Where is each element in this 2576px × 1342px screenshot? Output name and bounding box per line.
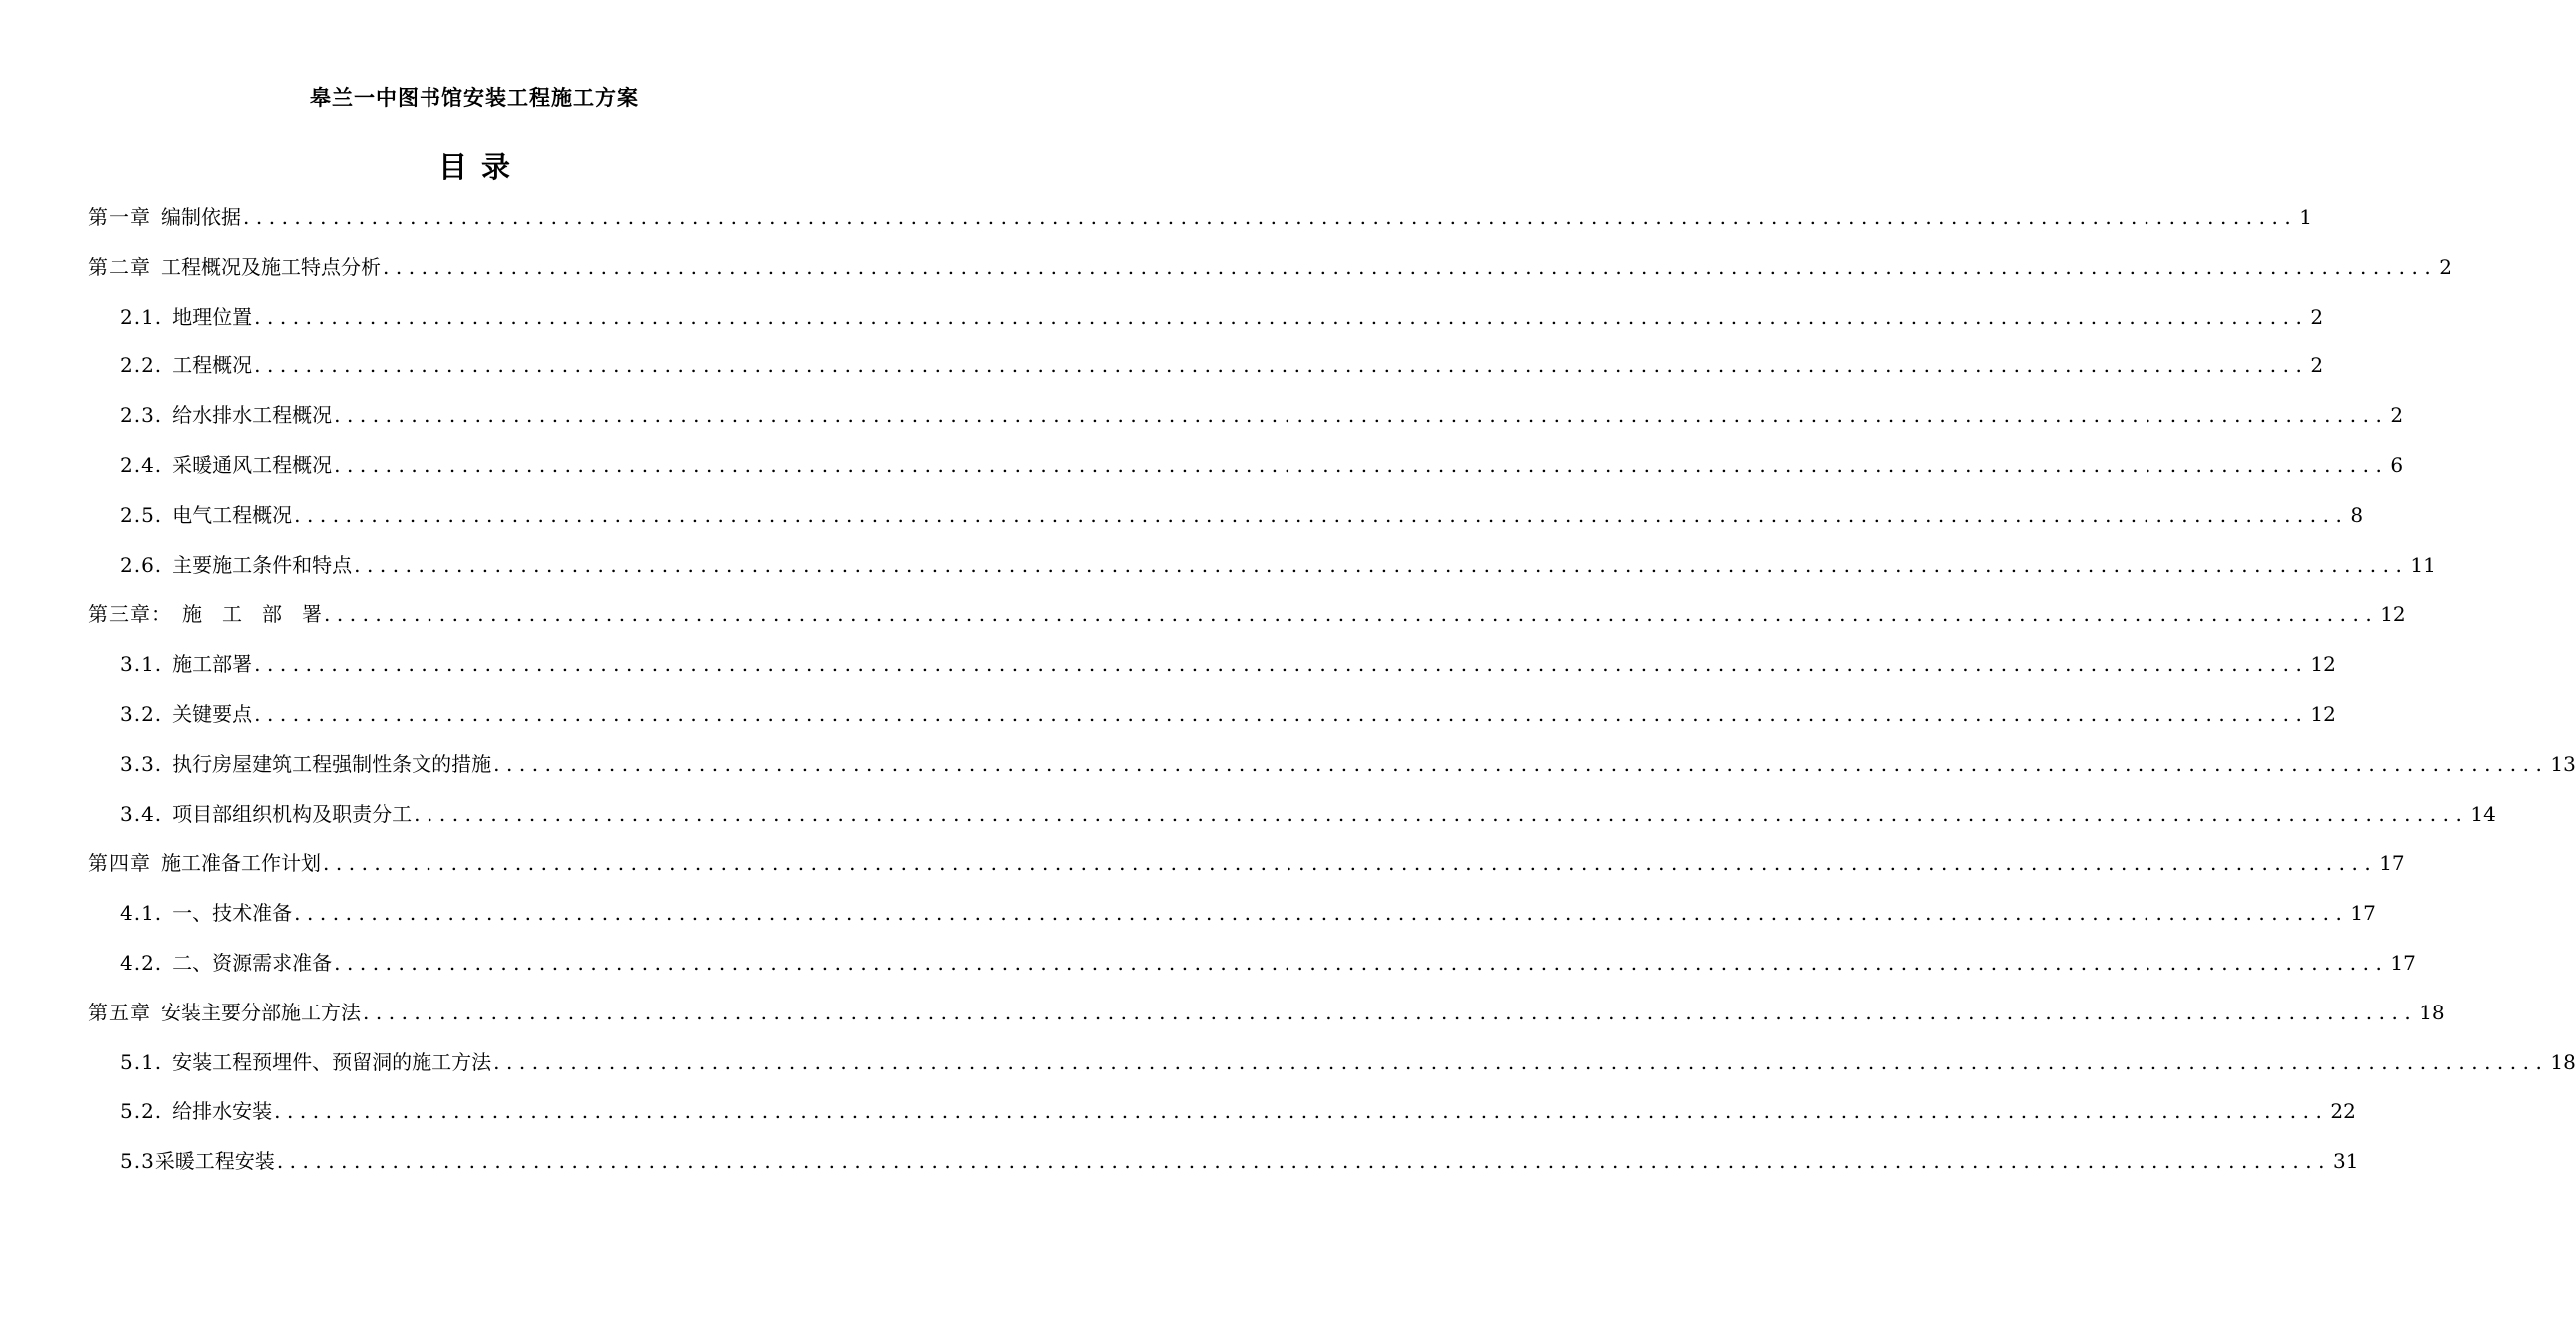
toc-entry-number: 3.3. <box>120 752 163 776</box>
toc-entry-title: 二、资源需求准备 <box>172 951 333 975</box>
toc-entry[interactable] <box>120 1148 2359 1174</box>
toc-page-number: 14 <box>2470 802 2496 826</box>
toc-page-number: 12 <box>2310 702 2336 726</box>
toc-page-number: 12 <box>2380 602 2406 626</box>
toc-page-number: 12 <box>2310 652 2336 676</box>
toc-leader-dots: ................................................................................................................................................................ <box>254 702 2309 726</box>
toc-entry-title: 项目部组织机构及职责分工 <box>172 802 413 826</box>
toc-leader-dots: ................................................................................................................................................................ <box>493 1050 2549 1074</box>
toc-leader-dots: ................................................................................................................................................................ <box>274 1099 2329 1123</box>
toc-entry-number: 5.1. <box>120 1050 163 1074</box>
toc-entry-title: 编制依据 <box>161 205 241 229</box>
toc-leader-dots: ................................................................................................................................................................ <box>324 602 2379 626</box>
toc-leader-dots: ................................................................................................................................................................ <box>334 403 2389 427</box>
toc-leader-dots: ................................................................................................................................................................ <box>493 752 2549 776</box>
toc-page-number: 11 <box>2410 553 2436 577</box>
toc-entry[interactable] <box>120 900 2376 926</box>
toc-entry-title: 工程概况及施工特点分析 <box>161 255 381 279</box>
toc-entry-number: 2.4. <box>120 453 163 477</box>
toc-entry-title: 电气工程概况 <box>172 503 293 527</box>
toc-leader-dots: ................................................................................................................................................................ <box>323 851 2378 875</box>
toc-entry-number: 2.1. <box>120 305 163 329</box>
toc-leader-dots: ................................................................................................................................................................ <box>383 255 2438 279</box>
toc-heading: 目录 <box>437 150 524 184</box>
toc-entry-number: 5.3 <box>120 1149 155 1173</box>
toc-entry[interactable] <box>120 352 2324 378</box>
toc-page-number: 18 <box>2550 1050 2576 1074</box>
toc-entry[interactable] <box>120 502 2364 528</box>
toc-page-number: 2 <box>2390 403 2404 427</box>
toc-leader-dots: ................................................................................................................................................................ <box>254 652 2309 676</box>
toc-entry-number: 2.6. <box>120 553 163 577</box>
toc-entry-number: 第三章： <box>88 602 172 626</box>
toc-leader-dots: ................................................................................................................................................................ <box>294 503 2349 527</box>
toc-entry[interactable] <box>88 204 2312 230</box>
toc-entry-title: 采暖通风工程概况 <box>172 453 333 477</box>
toc-page-number: 17 <box>2350 901 2376 925</box>
toc-entry[interactable] <box>88 601 2406 627</box>
toc-entry[interactable] <box>120 304 2324 330</box>
toc-entry-number: 4.2. <box>120 951 163 975</box>
toc-entry-title: 施 工 部 署 <box>182 602 322 626</box>
toc-entry-number: 3.1. <box>120 652 163 676</box>
toc-page-number: 2 <box>2310 305 2324 329</box>
toc-entry-title: 采暖工程安装 <box>154 1149 275 1173</box>
toc-page-number: 17 <box>2379 851 2405 875</box>
toc-leader-dots: ................................................................................................................................................................ <box>243 205 2298 229</box>
toc-entry-title: 一、技术准备 <box>172 901 293 925</box>
toc-page-number: 18 <box>2419 1001 2445 1024</box>
toc-entry-number: 2.3. <box>120 403 163 427</box>
toc-entry[interactable] <box>120 1098 2356 1124</box>
toc-entry-number: 2.2. <box>120 353 163 377</box>
toc-page-number: 22 <box>2330 1099 2356 1123</box>
document-title: 皋兰一中图书馆安装工程施工方案 <box>310 85 639 110</box>
toc-page-number: 2 <box>2439 255 2452 279</box>
toc-entry-number: 3.4. <box>120 802 163 826</box>
toc-entry[interactable] <box>88 254 2452 280</box>
toc-page-number: 8 <box>2350 503 2364 527</box>
toc-entry[interactable] <box>120 801 2496 827</box>
toc-entry-title: 安装主要分部施工方法 <box>161 1001 361 1024</box>
toc-leader-dots: ................................................................................................................................................................ <box>254 305 2309 329</box>
toc-entry-title: 工程概况 <box>172 353 253 377</box>
toc-entry[interactable] <box>120 552 2436 578</box>
toc-page-number: 2 <box>2310 353 2324 377</box>
toc-leader-dots: ................................................................................................................................................................ <box>414 802 2469 826</box>
toc-page-number: 17 <box>2390 951 2416 975</box>
toc-entry-title: 施工准备工作计划 <box>161 851 321 875</box>
toc-page-number: 6 <box>2390 453 2404 477</box>
toc-entry[interactable] <box>120 402 2404 428</box>
toc-entry-number: 2.5. <box>120 503 163 527</box>
toc-entry-number: 第一章 <box>88 205 151 229</box>
toc-entry-title: 安装工程预埋件、预留洞的施工方法 <box>172 1050 492 1074</box>
toc-leader-dots: ................................................................................................................................................................ <box>334 453 2389 477</box>
toc-entry[interactable] <box>120 651 2336 677</box>
toc-entry[interactable] <box>88 1000 2445 1025</box>
toc-leader-dots: ................................................................................................................................................................ <box>294 901 2349 925</box>
toc-entry-title: 给排水安装 <box>172 1099 273 1123</box>
toc-entry[interactable] <box>120 950 2416 976</box>
toc-entry-number: 4.1. <box>120 901 163 925</box>
toc-page-number: 31 <box>2333 1149 2359 1173</box>
toc-page-number: 13 <box>2550 752 2576 776</box>
toc-entry-number: 第二章 <box>88 255 151 279</box>
toc-entry[interactable] <box>120 751 2576 777</box>
toc-leader-dots: ................................................................................................................................................................ <box>354 553 2409 577</box>
toc-entry-number: 第四章 <box>88 851 151 875</box>
toc-leader-dots: ................................................................................................................................................................ <box>276 1149 2331 1173</box>
toc-page-number: 1 <box>2299 205 2312 229</box>
toc-entry[interactable] <box>120 452 2404 478</box>
toc-entry-number: 3.2. <box>120 702 163 726</box>
toc-entry-title: 给水排水工程概况 <box>172 403 333 427</box>
toc-leader-dots: ................................................................................................................................................................ <box>363 1001 2418 1024</box>
toc-entry[interactable] <box>88 850 2405 876</box>
toc-entry[interactable] <box>120 701 2336 727</box>
toc-leader-dots: ................................................................................................................................................................ <box>254 353 2309 377</box>
toc-leader-dots: ................................................................................................................................................................ <box>334 951 2389 975</box>
toc-entry[interactable] <box>120 1049 2576 1075</box>
toc-entry-title: 地理位置 <box>172 305 253 329</box>
toc-entry-title: 施工部署 <box>172 652 253 676</box>
toc-entry-title: 主要施工条件和特点 <box>172 553 353 577</box>
toc-entry-number: 5.2. <box>120 1099 163 1123</box>
toc-entry-title: 执行房屋建筑工程强制性条文的措施 <box>172 752 492 776</box>
toc-entry-title: 关键要点 <box>172 702 253 726</box>
toc-entry-number: 第五章 <box>88 1001 151 1024</box>
